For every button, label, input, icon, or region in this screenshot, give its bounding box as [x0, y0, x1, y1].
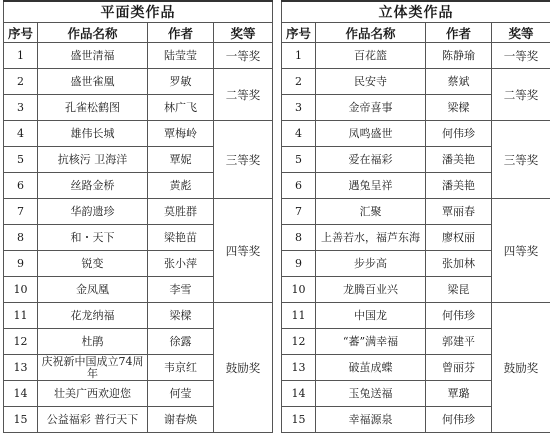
- cell-no[interactable]: 3: [282, 95, 316, 121]
- table-row: [4, 121, 273, 147]
- cell-no[interactable]: 8: [4, 225, 38, 251]
- cell-name[interactable]: 盛世清福: [38, 43, 148, 69]
- cell-author[interactable]: 廖权丽: [426, 225, 492, 251]
- cell-name[interactable]: 金帝喜事: [316, 95, 426, 121]
- table-row: [282, 43, 550, 69]
- cell-no[interactable]: 10: [282, 277, 316, 303]
- cell-author[interactable]: 韦京红: [148, 355, 214, 381]
- cell-author[interactable]: 陆莹莹: [148, 43, 214, 69]
- cell-no[interactable]: 15: [282, 407, 316, 433]
- cell-no[interactable]: 11: [282, 303, 316, 329]
- cell-name[interactable]: 步步高: [316, 251, 426, 277]
- cell-no[interactable]: 2: [4, 69, 38, 95]
- cell-no[interactable]: 7: [282, 199, 316, 225]
- cell-award[interactable]: 一等奖: [214, 43, 273, 69]
- cell-no[interactable]: 12: [282, 329, 316, 355]
- cell-name[interactable]: 汇聚: [316, 199, 426, 225]
- cell-author[interactable]: 张加林: [426, 251, 492, 277]
- cell-author[interactable]: 何伟珍: [426, 303, 492, 329]
- cell-author[interactable]: 张小萍: [148, 251, 214, 277]
- cell-no[interactable]: 9: [4, 251, 38, 277]
- cell-no[interactable]: 5: [4, 147, 38, 173]
- cell-author[interactable]: 徐露: [148, 329, 214, 355]
- cell-award[interactable]: 二等奖: [492, 69, 550, 121]
- header-no[interactable]: 序号: [282, 23, 316, 43]
- cell-name[interactable]: 抗核污 卫海洋: [38, 147, 148, 173]
- cell-author[interactable]: 林广飞: [148, 95, 214, 121]
- cell-name[interactable]: 遇兔呈祥: [316, 173, 426, 199]
- cell-award[interactable]: 三等奖: [492, 121, 550, 199]
- cell-author[interactable]: 谢春焕: [148, 407, 214, 433]
- cell-no[interactable]: 5: [282, 147, 316, 173]
- cell-name[interactable]: 金凤凰: [38, 277, 148, 303]
- cell-author[interactable]: 梁昆: [426, 277, 492, 303]
- cell-name[interactable]: 丝路金桥: [38, 173, 148, 199]
- cell-name[interactable]: 杜鹃: [38, 329, 148, 355]
- cell-author[interactable]: 覃妮: [148, 147, 214, 173]
- cell-name[interactable]: 公益福彩 普行天下: [38, 407, 148, 433]
- table-row: [282, 199, 550, 225]
- cell-name[interactable]: 破茧成蝶: [316, 355, 426, 381]
- table-row: [4, 43, 273, 69]
- cell-author[interactable]: 梁樑: [148, 303, 214, 329]
- cell-author[interactable]: 李雪: [148, 277, 214, 303]
- cell-no[interactable]: 9: [282, 251, 316, 277]
- cell-no[interactable]: 10: [4, 277, 38, 303]
- cell-name[interactable]: 玉兔送福: [316, 381, 426, 407]
- cell-name[interactable]: 锐变: [38, 251, 148, 277]
- cell-no[interactable]: 13: [4, 355, 38, 381]
- cell-author[interactable]: 潘美艳: [426, 173, 492, 199]
- cell-author[interactable]: 何莹: [148, 381, 214, 407]
- cell-no[interactable]: 13: [282, 355, 316, 381]
- cell-name[interactable]: 幸福源泉: [316, 407, 426, 433]
- cell-name[interactable]: 爱在福彩: [316, 147, 426, 173]
- cell-author[interactable]: 蔡斌: [426, 69, 492, 95]
- cell-name[interactable]: 和・天下: [38, 225, 148, 251]
- cell-no[interactable]: 15: [4, 407, 38, 433]
- cell-no[interactable]: 14: [282, 381, 316, 407]
- cell-award[interactable]: 鼓励奖: [214, 303, 273, 433]
- cell-no[interactable]: 4: [282, 121, 316, 147]
- cell-name[interactable]: “蕃”满幸福: [316, 329, 426, 355]
- cell-award[interactable]: 鼓励奖: [492, 303, 550, 433]
- cell-no[interactable]: 7: [4, 199, 38, 225]
- table-row: [282, 69, 550, 95]
- 3d-works-title[interactable]: 立体类作品: [282, 1, 550, 23]
- cell-no[interactable]: 4: [4, 121, 38, 147]
- cell-name[interactable]: 雄伟长城: [38, 121, 148, 147]
- header-author[interactable]: 作者: [148, 23, 214, 43]
- cell-name[interactable]: 中国龙: [316, 303, 426, 329]
- cell-name[interactable]: 凤鸣盛世: [316, 121, 426, 147]
- cell-name[interactable]: 龙腾百业兴: [316, 277, 426, 303]
- flat-works-table-container: [3, 0, 272, 433]
- 3d-works-table-container: [281, 0, 550, 433]
- cell-no[interactable]: 6: [282, 173, 316, 199]
- cell-author[interactable]: 罗敏: [148, 69, 214, 95]
- cell-name[interactable]: 孔雀松鹤图: [38, 95, 148, 121]
- cell-no[interactable]: 12: [4, 329, 38, 355]
- table-row: [282, 121, 550, 147]
- cell-no[interactable]: 1: [282, 43, 316, 69]
- flat-works-table: [3, 0, 273, 433]
- cell-name[interactable]: 民安寺: [316, 69, 426, 95]
- cell-name[interactable]: 盛世雀凰: [38, 69, 148, 95]
- cell-name[interactable]: 壮美广西欢迎您: [38, 381, 148, 407]
- cell-author[interactable]: 黄彪: [148, 173, 214, 199]
- table-row: [4, 199, 273, 225]
- cell-name[interactable]: 庆祝新中国成立74周年: [38, 355, 148, 381]
- table-row: [4, 303, 273, 329]
- cell-award[interactable]: 二等奖: [214, 69, 273, 121]
- cell-name[interactable]: 花龙纳福: [38, 303, 148, 329]
- cell-author[interactable]: 潘美艳: [426, 147, 492, 173]
- cell-no[interactable]: 11: [4, 303, 38, 329]
- cell-name[interactable]: 华韵遗珍: [38, 199, 148, 225]
- cell-name[interactable]: 百花篮: [316, 43, 426, 69]
- cell-author[interactable]: 覃璐: [426, 381, 492, 407]
- cell-award[interactable]: 一等奖: [492, 43, 550, 69]
- header-author[interactable]: 作者: [426, 23, 492, 43]
- cell-author[interactable]: 郭建平: [426, 329, 492, 355]
- cell-award[interactable]: 三等奖: [214, 121, 273, 199]
- table-row: [282, 303, 550, 329]
- header-name[interactable]: 作品名称: [316, 23, 426, 43]
- header-no[interactable]: 序号: [4, 23, 38, 43]
- cell-no[interactable]: 8: [282, 225, 316, 251]
- cell-author[interactable]: 莫胜群: [148, 199, 214, 225]
- cell-author[interactable]: 梁艳苗: [148, 225, 214, 251]
- cell-author[interactable]: 覃梅岭: [148, 121, 214, 147]
- cell-no[interactable]: 1: [4, 43, 38, 69]
- cell-author[interactable]: 梁樑: [426, 95, 492, 121]
- 3d-works-table: [281, 0, 550, 433]
- cell-author[interactable]: 何伟珍: [426, 407, 492, 433]
- cell-name[interactable]: 上善若水，福芦东海: [316, 225, 426, 251]
- cell-no[interactable]: 6: [4, 173, 38, 199]
- table-row: [4, 69, 273, 95]
- flat-works-title[interactable]: 平面类作品: [4, 1, 273, 23]
- header-name[interactable]: 作品名称: [38, 23, 148, 43]
- cell-author[interactable]: 覃丽春: [426, 199, 492, 225]
- cell-author[interactable]: 何伟珍: [426, 121, 492, 147]
- header-award[interactable]: 奖等: [214, 23, 273, 43]
- cell-author[interactable]: 陈静瑜: [426, 43, 492, 69]
- cell-no[interactable]: 2: [282, 69, 316, 95]
- cell-award[interactable]: 四等奖: [492, 199, 550, 303]
- cell-no[interactable]: 14: [4, 381, 38, 407]
- cell-no[interactable]: 3: [4, 95, 38, 121]
- header-award[interactable]: 奖等: [492, 23, 550, 43]
- cell-author[interactable]: 曾丽芬: [426, 355, 492, 381]
- cell-award[interactable]: 四等奖: [214, 199, 273, 303]
